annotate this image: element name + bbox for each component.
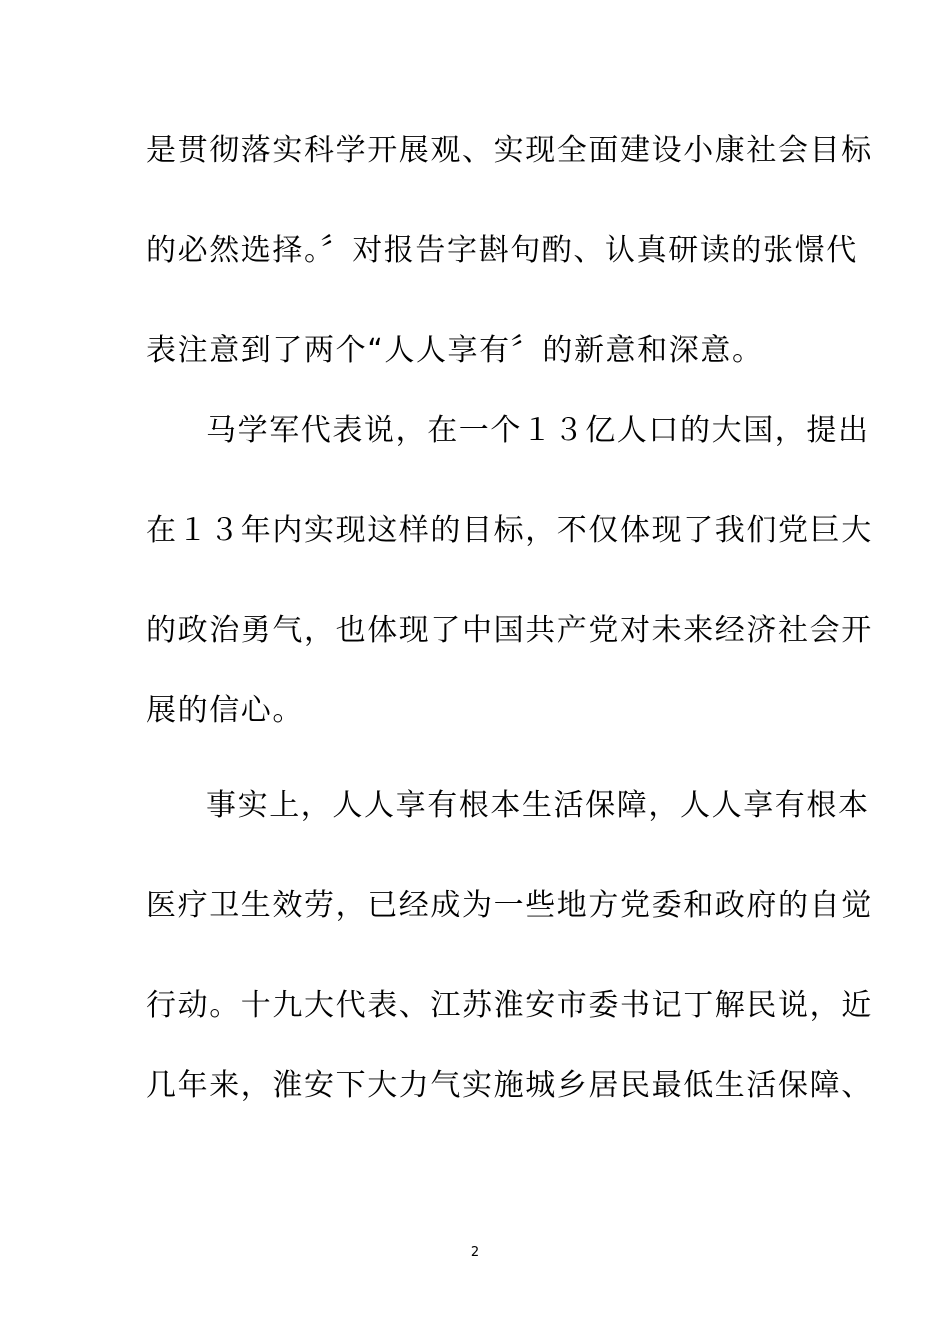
page-number: 2 bbox=[470, 1245, 480, 1260]
paragraph-start-line: 事实上，人人享有根本生活保障，人人享有根本 bbox=[206, 788, 870, 823]
text-line: 几年来，淮安下大力气实施城乡居民最低生活保障、 bbox=[146, 1068, 873, 1103]
text-line: 在１３年内实现这样的目标，不仅体现了我们党巨大 bbox=[146, 513, 873, 548]
text-line: 的必然选择。〞对报告字斟句酌、认真研读的张憬代 bbox=[146, 233, 858, 268]
paragraph-start-line: 马学军代表说，在一个１３亿人口的大国，提出 bbox=[206, 413, 870, 448]
text-line: 行动。十九大代表、江苏淮安市委书记丁解民说，近 bbox=[146, 988, 873, 1023]
text-line: 展的信心。 bbox=[146, 693, 304, 728]
text-line: 的政治勇气，也体现了中国共产党对未来经济社会开 bbox=[146, 613, 873, 648]
text-line: 表注意到了两个“人人享有〞的新意和深意。 bbox=[146, 333, 764, 368]
text-line: 是贯彻落实科学开展观、实现全面建设小康社会目标 bbox=[146, 133, 873, 168]
text-line: 医疗卫生效劳，已经成为一些地方党委和政府的自觉 bbox=[146, 888, 873, 923]
